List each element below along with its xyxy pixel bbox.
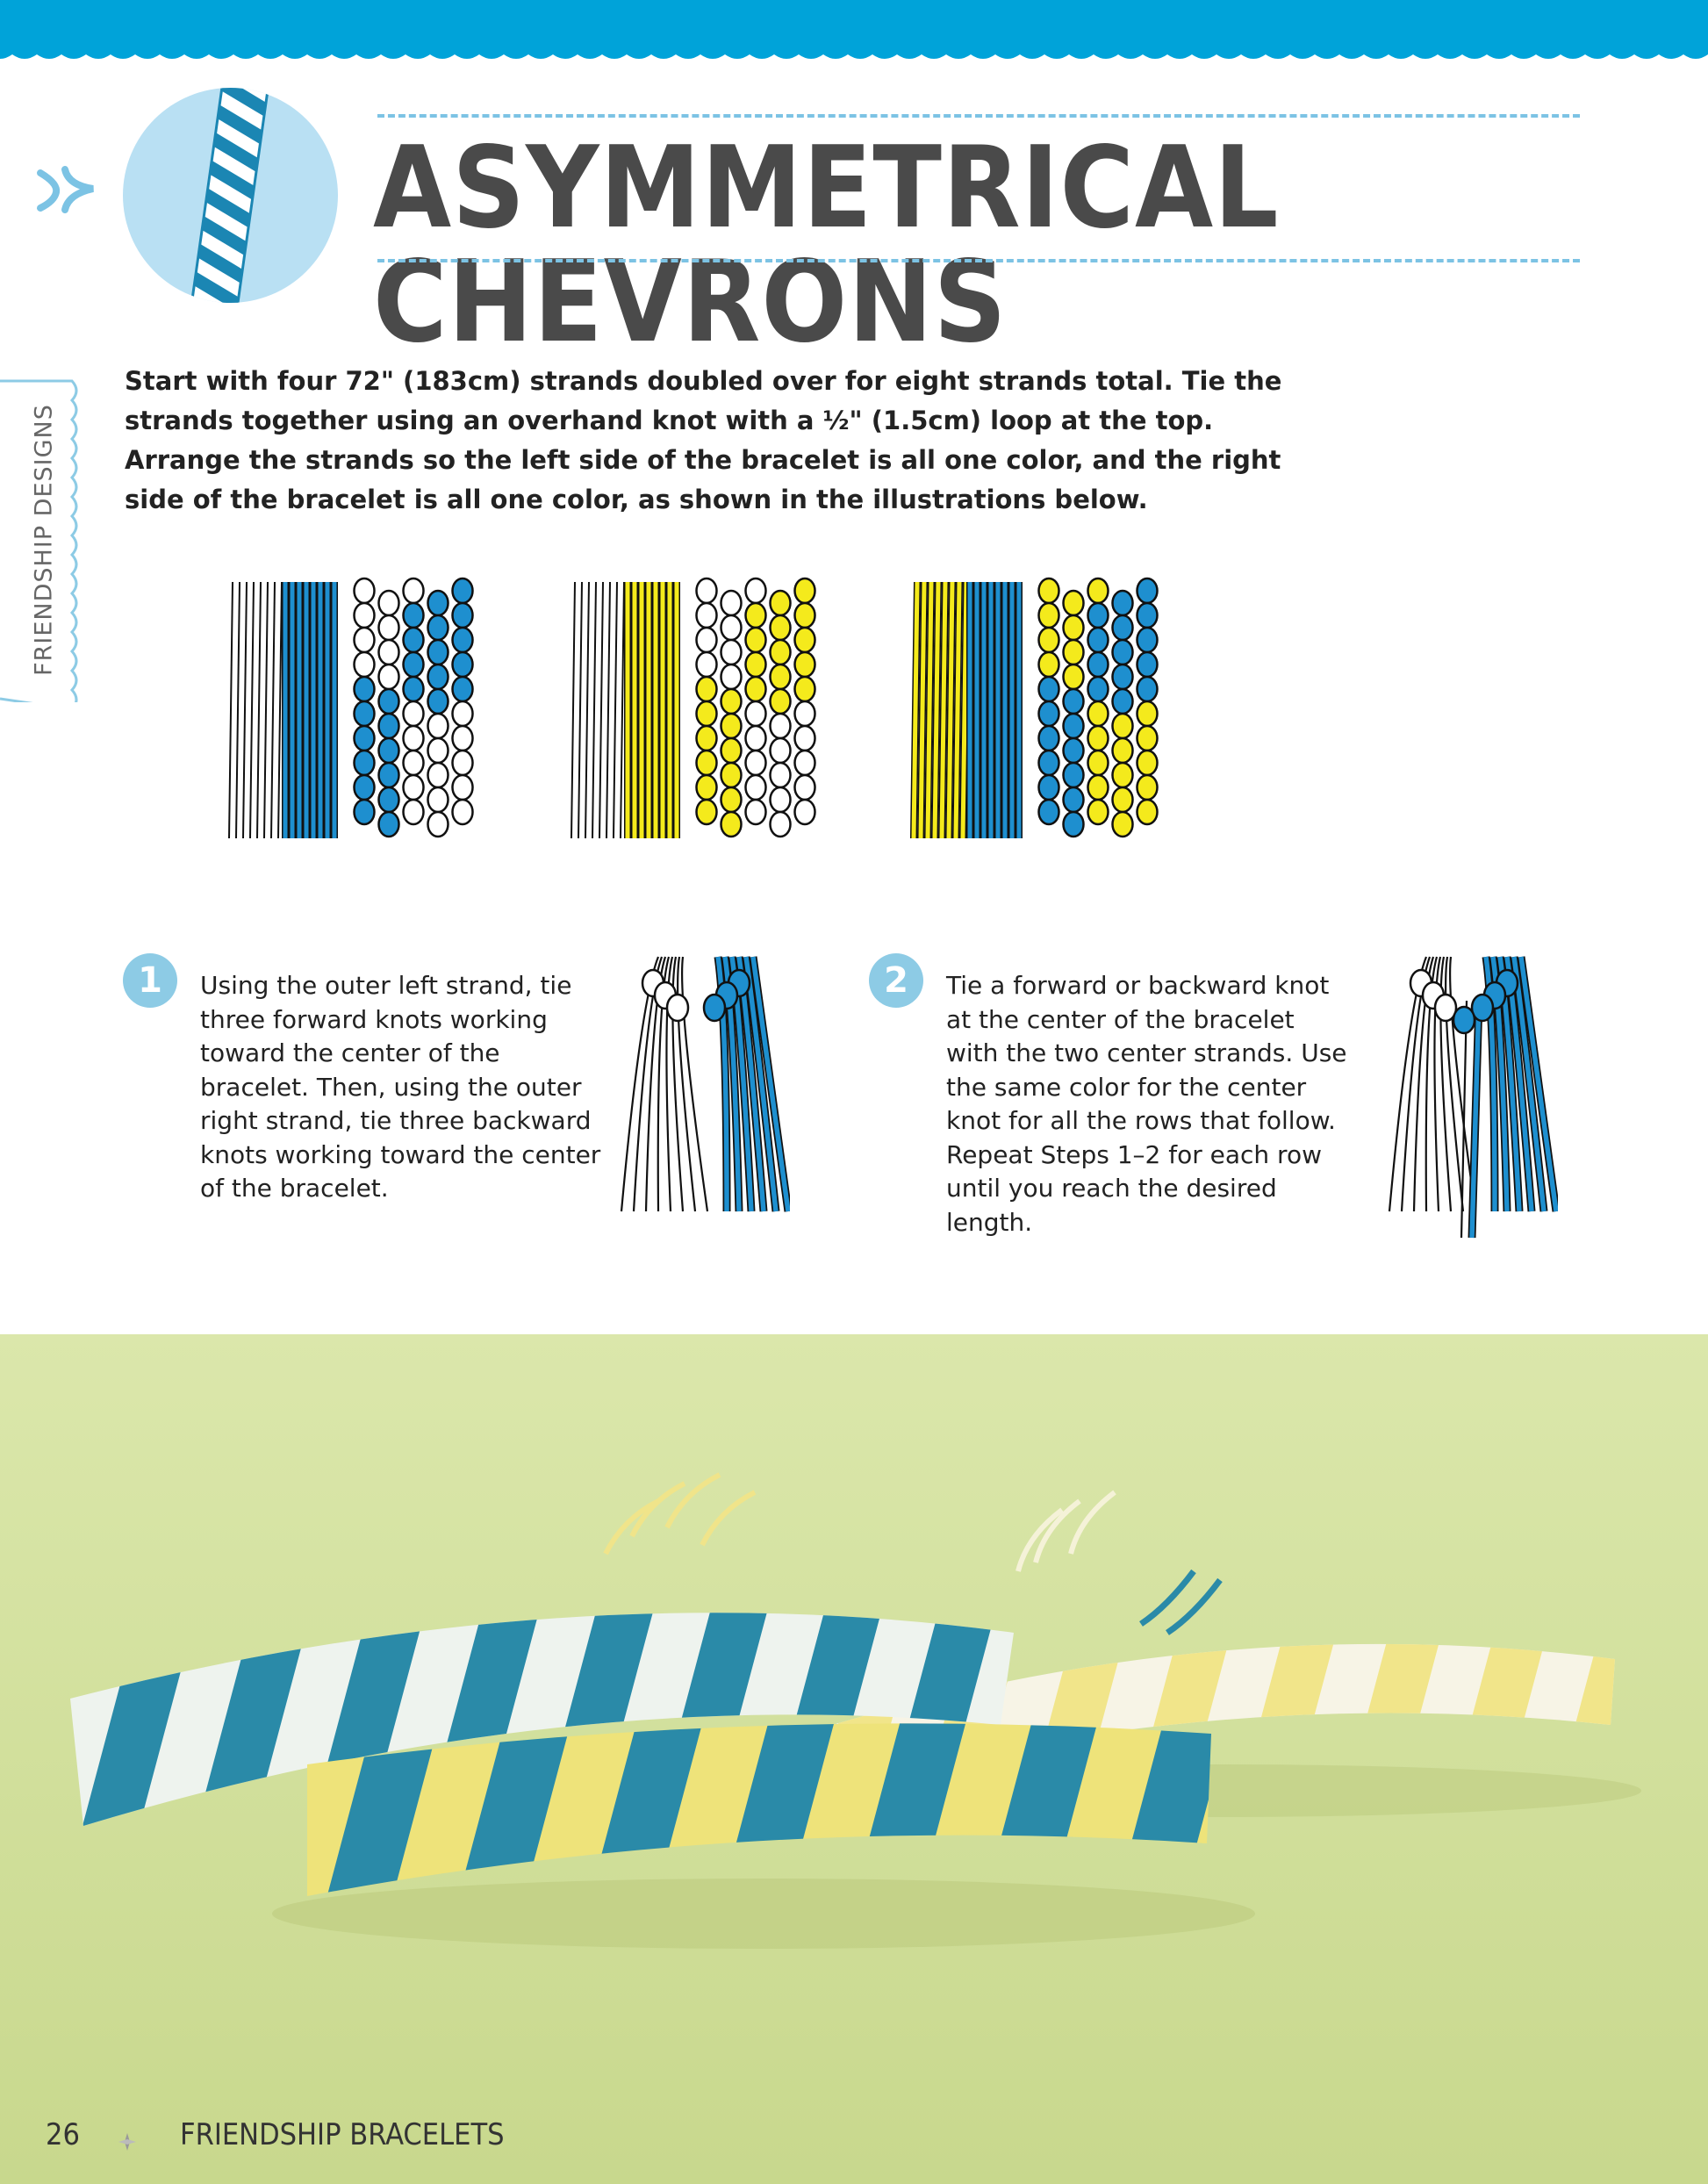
step-1-text: Using the outer left strand, tie three forward knots working toward the center of the bracelet. Then, using the outer right strand, tie three backward knots working toward the center of the bracelet. (200, 971, 601, 1203)
setup-diagram-white-yellow (566, 575, 838, 856)
setup-diagram-yellow-blue (908, 575, 1181, 856)
white-blue-strands (229, 582, 334, 838)
top-wavy-band (0, 0, 1708, 61)
step-2-diagram (1382, 948, 1558, 1255)
knot-grid (697, 578, 815, 837)
book-title: FRIENDSHIP BRACELETS (180, 2117, 505, 2152)
knot-grid (1039, 578, 1158, 837)
title-divider-top (377, 114, 1580, 118)
step-2-text: Tie a forward or backward knot at the center of the bracelet with the two center strands. Use the same color for the center knot for all the rows that follow. Repeat Steps 1–2 for each row until you reach the desired length. (946, 971, 1347, 1237)
side-tab-label: FRIENDSHIP DESIGNS (30, 404, 58, 676)
white-yellow-strands (571, 582, 677, 838)
step-1-badge: 1 (123, 953, 177, 1008)
title-divider-bottom (377, 259, 1580, 262)
bracelet-shadow (272, 1879, 1255, 1949)
setup-diagram-white-blue (224, 575, 496, 856)
diamond-icon (117, 2131, 138, 2152)
chevron-arrow-icon (35, 154, 101, 224)
wavy-band-shape (0, 0, 1708, 59)
page-number: 26 (46, 2117, 80, 2152)
knot-grid (355, 578, 473, 837)
intro-paragraph: Start with four 72" (183cm) strands doubled over for eight strands total. Tie the strands together using an overhand knot with a ½" (1.5cm) loop at the top. Arrange the strands so the left side of the bracelet is all one color, and the right side of the bracelet is all one color, as shown in the illustrations below. (125, 366, 1282, 514)
step-2-badge: 2 (869, 953, 923, 1008)
step-strands-center (1389, 957, 1556, 1238)
yellow-blue-strands (914, 582, 1019, 838)
page-title: ASYMMETRICAL CHEVRONS (373, 123, 1280, 368)
step-strands (621, 957, 788, 1211)
header-bracelet-icon (123, 88, 338, 303)
step-1-diagram (614, 948, 790, 1251)
bracelets-photo (0, 1334, 1708, 2184)
